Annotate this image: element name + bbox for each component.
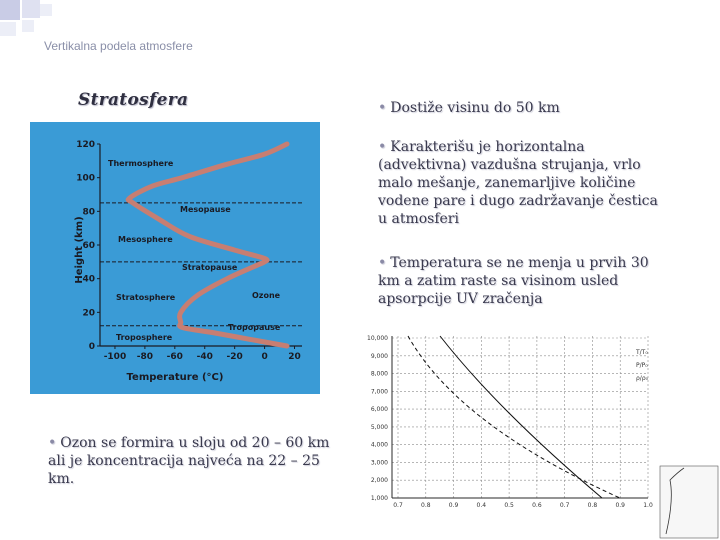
y-axis-label: Height (km) [74, 216, 85, 284]
deco-square-1 [0, 0, 20, 20]
chart2-x-tick-label: 0.9 [615, 502, 625, 509]
deco-square-2 [22, 0, 40, 18]
chart2-y-tick-label: 9,000 [370, 352, 388, 360]
chart2-legend-1: T/T₀ [636, 349, 648, 356]
x-axis-label: Temperature (°C) [126, 372, 224, 383]
atmosphere-temperature-chart [30, 122, 320, 394]
chart2-y-tick-label: 6,000 [370, 406, 388, 414]
x-tick-label: -80 [136, 352, 154, 362]
y-tick-label: 40 [82, 274, 95, 285]
layer-label-troposphere: Troposphere [116, 333, 173, 342]
atmosphere-ratio-chart [348, 330, 720, 540]
chart2-x-tick-label: 0.5 [504, 502, 514, 509]
chart2-y-tick-label: 8,000 [370, 370, 388, 378]
chart2-y-tick-label: 3,000 [370, 459, 388, 467]
deco-square-5 [40, 4, 52, 16]
y-tick-label: 120 [76, 140, 95, 150]
chart2-y-tick-label: 2,000 [370, 477, 388, 485]
bullet-1 [378, 99, 678, 117]
bullet-marker: • [48, 435, 57, 451]
bullet-text: Dostiže visinu do 50 km [390, 100, 560, 116]
x-tick-label: 0 [261, 352, 268, 362]
x-tick-label: 20 [288, 352, 301, 362]
chart2-x-tick-label: 0.6 [532, 502, 542, 509]
chart2-y-tick-label: 1,000 [370, 495, 388, 502]
chart2-x-tick-label: 0.8 [421, 502, 431, 509]
bullet-text: Temperatura se ne menja u prvih 30 km a zatim raste sa visinom usled apsorpcije UV zračenja [378, 255, 649, 307]
y-tick-label: 60 [82, 241, 95, 251]
x-tick-label: -100 [103, 352, 127, 362]
deco-square-3 [0, 22, 16, 36]
chart2-x-tick-label: 0.7 [559, 502, 570, 509]
y-tick-label: 20 [82, 308, 95, 319]
layer-label-thermosphere: Thermosphere [108, 159, 174, 168]
annotation-ozone: Ozone [252, 291, 281, 300]
chart2-inset-panel [660, 466, 718, 538]
bullet-marker: • [378, 255, 387, 271]
bullet-2 [378, 138, 663, 228]
chart2-legend-3: ρ/ρ₀ [636, 375, 649, 382]
x-tick-label: -40 [196, 352, 213, 362]
deco-square-4 [22, 20, 34, 32]
bullet-marker: • [378, 139, 387, 155]
slide-title: Stratosfera [78, 90, 189, 110]
boundary-label-stratopause: Stratopause [182, 263, 238, 272]
y-tick-label: 0 [88, 342, 95, 352]
x-tick-label: -60 [166, 352, 183, 362]
chart2-x-tick-label: 0.4 [476, 502, 487, 509]
bullet-3 [378, 254, 663, 308]
chart2-legend-2: P/P₀ [636, 362, 648, 369]
y-tick-label: 100 [76, 173, 95, 184]
chart2-x-tick-label: 0.9 [448, 502, 459, 509]
layer-label-mesosphere: Mesosphere [118, 235, 173, 244]
chart2-x-tick-label: 1.0 [643, 502, 653, 509]
bullet-text: Ozon se formira u sloju od 20 – 60 km ali je koncentracija najveća na 22 – 25 km. [48, 435, 330, 487]
chart2-y-tick-label: 10,000 [367, 335, 388, 342]
boundary-label-mesopause: Mesopause [180, 205, 231, 214]
chart2-y-tick-label: 5,000 [370, 423, 388, 431]
layer-label-stratosphere: Stratosphere [116, 293, 176, 302]
bullet-text: Karakterišu je horizontalna (advektivna) vazdušna strujanja, vrlo malo mešanje, zanemarljive količine vodene pare i dugo zadržavanje čestica u atmosferi [378, 139, 658, 227]
chart2-x-tick-label: 0.7 [393, 502, 403, 509]
chart2-x-tick-label: 0.8 [587, 502, 598, 509]
chart2-y-tick-label: 4,000 [370, 441, 388, 449]
y-tick-label: 80 [82, 207, 95, 218]
bullet-marker: • [378, 100, 387, 116]
slide-subtitle: Vertikalna podela atmosfere [44, 39, 193, 53]
x-tick-label: -20 [226, 352, 243, 362]
bullet-4 [48, 434, 338, 488]
boundary-label-tropopause: Tropopause [228, 323, 281, 332]
chart2-y-tick-label: 7,000 [370, 388, 388, 396]
